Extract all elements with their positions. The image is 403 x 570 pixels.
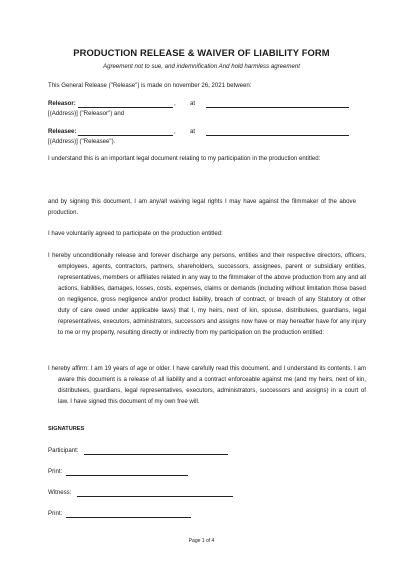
page-number: Page 1 of 4	[188, 538, 215, 544]
witness-label: Witness:	[48, 489, 72, 496]
release-paragraph: I hereby unconditionally release and forever discharge any persons, entities and their respective directors, officers, employees, agents, contractors, partners, shareholders, successors, assignees, parent or subsidiary entities, representatives, members or affiliates related in any way to the filmmaker of the above production from any and all actions, liabilities, damages, losses, costs, expenses, claims or demands (including without limitation those based on negligence, gross negligence and/or product liability, breach of contract, or breach of any Statutory ot other duty of care owed under applicable laws) that I, my heirs, next of kin, spouse, distributees, guardians, legal representatives, executors, administrators, successors and assigns now have or may hereafter have for any injury to me or my property, resulting directly or indirectly from my participation on the production entitled:	[48, 252, 366, 336]
document-subtitle: Agreement not to sue, and indemnification And hold harmless agreement	[103, 63, 300, 70]
releasee-at-label: at	[190, 128, 196, 135]
voluntary-paragraph: I have voluntarily agreed to participate on the production entitled:	[48, 230, 223, 237]
intro-text: This General Release ("Release") is made on november 26, 2021 between:	[48, 82, 252, 89]
affirmation-paragraph: I hereby affirm: I am 19 years of age or older. I have carefully read this document, and I understand its contents. I am aware this document is a release of all liability and a contract enforceable against me (and my heirs, next of kin, distributees, guardians, legal representatives, executors, administrators, successors and assigns) in a court of law. I have signed this document of my own free will.	[48, 365, 366, 405]
print-label-1: Print:	[48, 468, 63, 475]
releasor-address: [(Address)] ("Releasor") and	[48, 110, 125, 117]
participant-label: Participant:	[48, 447, 79, 454]
releasor-comma: ,	[174, 100, 176, 107]
releasor-label: Releasor:	[48, 100, 76, 107]
print-line-2[interactable]	[66, 517, 191, 518]
print-label-2: Print:	[48, 510, 63, 517]
releasee-address: [(Address)] ("Releasee").	[48, 138, 116, 145]
participation-paragraph: I understand this is an important legal document relating to my participation in the production entitled:	[48, 155, 321, 162]
releasee-address-line[interactable]	[206, 135, 349, 136]
releasee-comma: ,	[174, 128, 176, 135]
document-title: PRODUCTION RELEASE & WAIVER OF LIABILITY FORM	[73, 47, 330, 58]
waiver-paragraph: and by signing this document, I am any/all waiving legal rights I may have against the filmmaker of the above production.	[48, 198, 356, 216]
releasee-label: Releasee:	[48, 128, 77, 135]
releasor-at-label: at	[190, 100, 196, 107]
print-line-1[interactable]	[66, 475, 188, 476]
participant-signature-line[interactable]	[84, 454, 228, 455]
witness-signature-line[interactable]	[77, 496, 233, 497]
signatures-heading: SIGNATURES	[48, 426, 85, 432]
releasor-address-line[interactable]	[206, 107, 349, 108]
